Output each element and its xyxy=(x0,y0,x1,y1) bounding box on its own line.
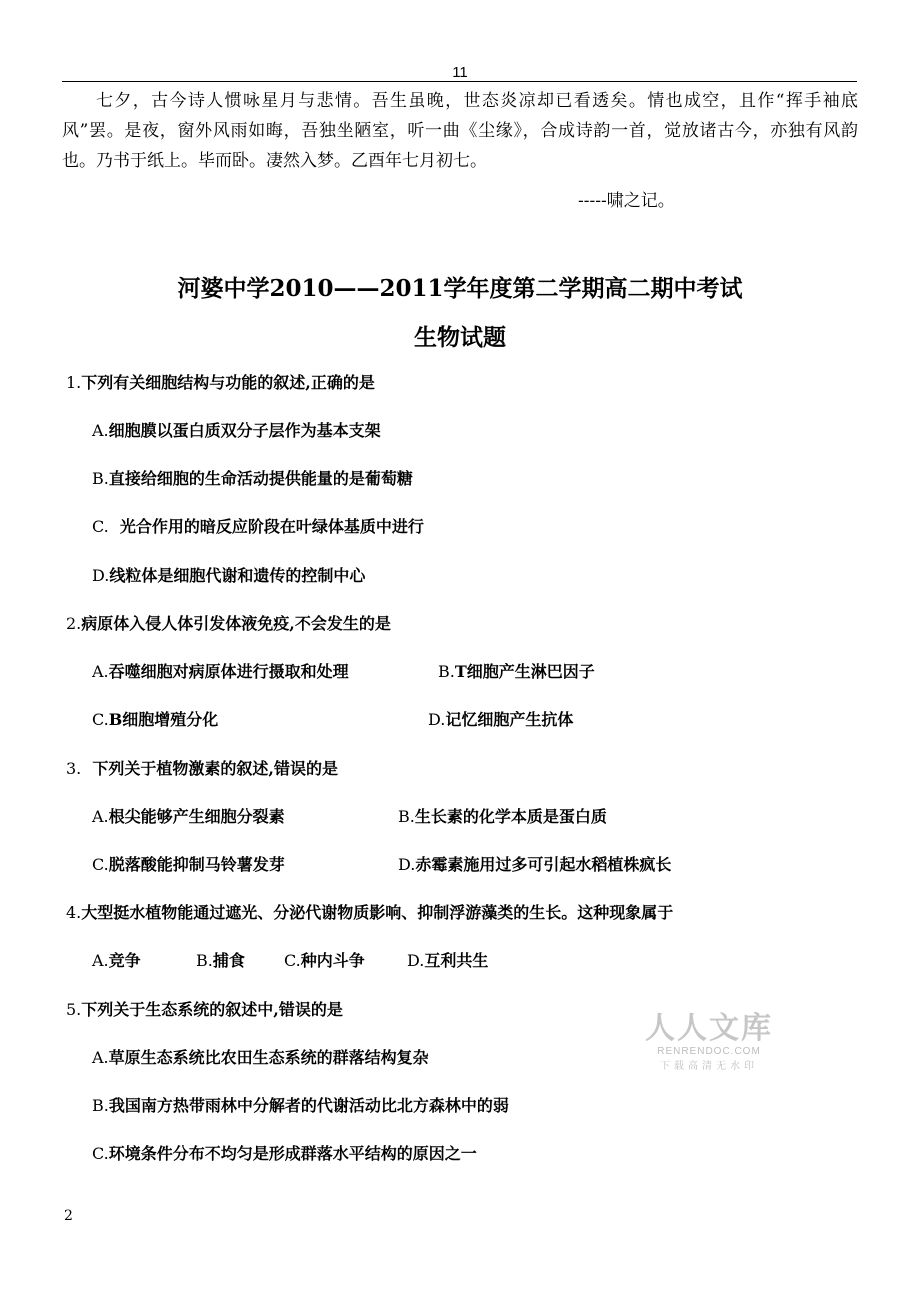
q1-option-c xyxy=(92,514,424,537)
watermark-url: RENRENDOC.COM xyxy=(657,1046,761,1057)
option-text: 我国南方热带雨林中分解者的代谢活动比北方森林中的弱 xyxy=(108,1096,509,1115)
option-text: 竞争 xyxy=(108,951,141,970)
option-label: D. xyxy=(92,566,110,585)
exam-title: 河婆中学2010——2011学年度第二学期高二期中考试 xyxy=(177,275,743,302)
q1-option-b xyxy=(92,466,413,489)
watermark-main: 人人文库 xyxy=(645,1011,773,1046)
q4-option-a xyxy=(92,948,141,971)
footer-page-number: 2 xyxy=(64,1208,73,1224)
option-text: T细胞产生淋巴因子 xyxy=(454,662,595,681)
option-text: 种内斗争 xyxy=(300,951,365,970)
option-label: C. xyxy=(92,517,109,536)
option-label: C. xyxy=(92,855,109,874)
q2-option-a xyxy=(92,659,349,682)
option-text: 根尖能够产生细胞分裂素 xyxy=(108,807,285,826)
question-text: 下列有关细胞结构与功能的叙述,正确的是 xyxy=(81,373,375,392)
question-number: 1. xyxy=(66,373,82,392)
option-text: B细胞增殖分化 xyxy=(108,710,219,729)
option-label: C. xyxy=(92,710,109,729)
option-label: C. xyxy=(92,1144,109,1163)
q4-option-b xyxy=(196,948,245,971)
q4-option-c xyxy=(284,948,365,971)
question-text: 大型挺水植物能通过遮光、分泌代谢物质影响、抑制浮游藻类的生长。这种现象属于 xyxy=(81,903,674,922)
exam-subtitle: 生物试题 xyxy=(414,324,506,351)
header-divider xyxy=(62,81,857,82)
q3-option-c xyxy=(92,852,285,875)
option-label: B. xyxy=(438,662,455,681)
q1-option-a xyxy=(92,418,381,441)
watermark-sub: 下载高清无水印 xyxy=(660,1061,758,1072)
q5-option-a xyxy=(92,1045,429,1068)
option-text: 脱落酸能抑制马铃薯发芽 xyxy=(108,855,285,874)
option-label: B. xyxy=(92,469,109,488)
option-text: 光合作用的暗反应阶段在叶绿体基质中进行 xyxy=(119,517,424,536)
q1-option-d xyxy=(92,563,365,586)
option-label: A. xyxy=(92,1048,109,1067)
question-4 xyxy=(66,900,673,923)
option-label: D. xyxy=(428,710,446,729)
option-label: A. xyxy=(92,807,109,826)
option-label: B. xyxy=(398,807,415,826)
question-text: 下列关于植物激素的叙述,错误的是 xyxy=(92,759,338,778)
q5-option-c xyxy=(92,1141,477,1164)
option-text: 吞噬细胞对病原体进行摄取和处理 xyxy=(108,662,349,681)
option-label: D. xyxy=(407,951,425,970)
preface-paragraph: 七夕，古今诗人惯咏星月与悲情。吾生虽晚，世态炎凉却已看透矣。情也成空，且作“挥手袖底风”罢。是夜，窗外风雨如晦，吾独坐陋室，听一曲《尘缘》，合成诗韵一首，觉放诸古今，亦独有风韵也。乃书于纸上。毕而卧。凄然入梦。乙酉年七月初七。 xyxy=(62,91,858,171)
preface-signature: -----啸之记。 xyxy=(578,191,675,211)
option-text: 互利共生 xyxy=(424,951,489,970)
question-5 xyxy=(66,997,343,1020)
option-text: 直接给细胞的生命活动提供能量的是葡萄糖 xyxy=(108,469,413,488)
option-label: C. xyxy=(284,951,301,970)
q4-option-d xyxy=(407,948,488,971)
header-page-number: 11 xyxy=(452,64,468,81)
q3-option-b xyxy=(398,804,607,827)
question-text: 病原体入侵人体引发体液免疫,不会发生的是 xyxy=(81,614,391,633)
q3-option-d xyxy=(398,852,671,875)
question-2 xyxy=(66,611,391,634)
option-label: A. xyxy=(92,662,109,681)
option-label: A. xyxy=(92,421,109,440)
question-number: 2. xyxy=(66,614,82,633)
watermark-logo xyxy=(644,1012,774,1072)
option-text: 捕食 xyxy=(212,951,245,970)
question-3 xyxy=(66,756,338,779)
question-number: 3. xyxy=(66,759,82,778)
option-label: B. xyxy=(92,1096,109,1115)
option-text: 生长素的化学本质是蛋白质 xyxy=(414,807,607,826)
q2-option-d xyxy=(428,707,573,730)
q5-option-b xyxy=(92,1093,509,1116)
q3-option-a xyxy=(92,804,285,827)
question-number: 4. xyxy=(66,903,82,922)
q2-option-b xyxy=(438,659,595,682)
option-text: 记忆细胞产生抗体 xyxy=(445,710,574,729)
question-text: 下列关于生态系统的叙述中,错误的是 xyxy=(81,1000,343,1019)
option-text: 环境条件分布不均匀是形成群落水平结构的原因之一 xyxy=(108,1144,477,1163)
option-text: 赤霉素施用过多可引起水稻植株疯长 xyxy=(415,855,672,874)
q2-option-c xyxy=(92,707,218,730)
option-text: 细胞膜以蛋白质双分子层作为基本支架 xyxy=(108,421,381,440)
option-label: A. xyxy=(92,951,109,970)
option-label: B. xyxy=(196,951,213,970)
question-1 xyxy=(66,370,375,393)
option-label: D. xyxy=(398,855,416,874)
option-text: 草原生态系统比农田生态系统的群落结构复杂 xyxy=(108,1048,429,1067)
option-text: 线粒体是细胞代谢和遗传的控制中心 xyxy=(109,566,366,585)
question-number: 5. xyxy=(66,1000,82,1019)
